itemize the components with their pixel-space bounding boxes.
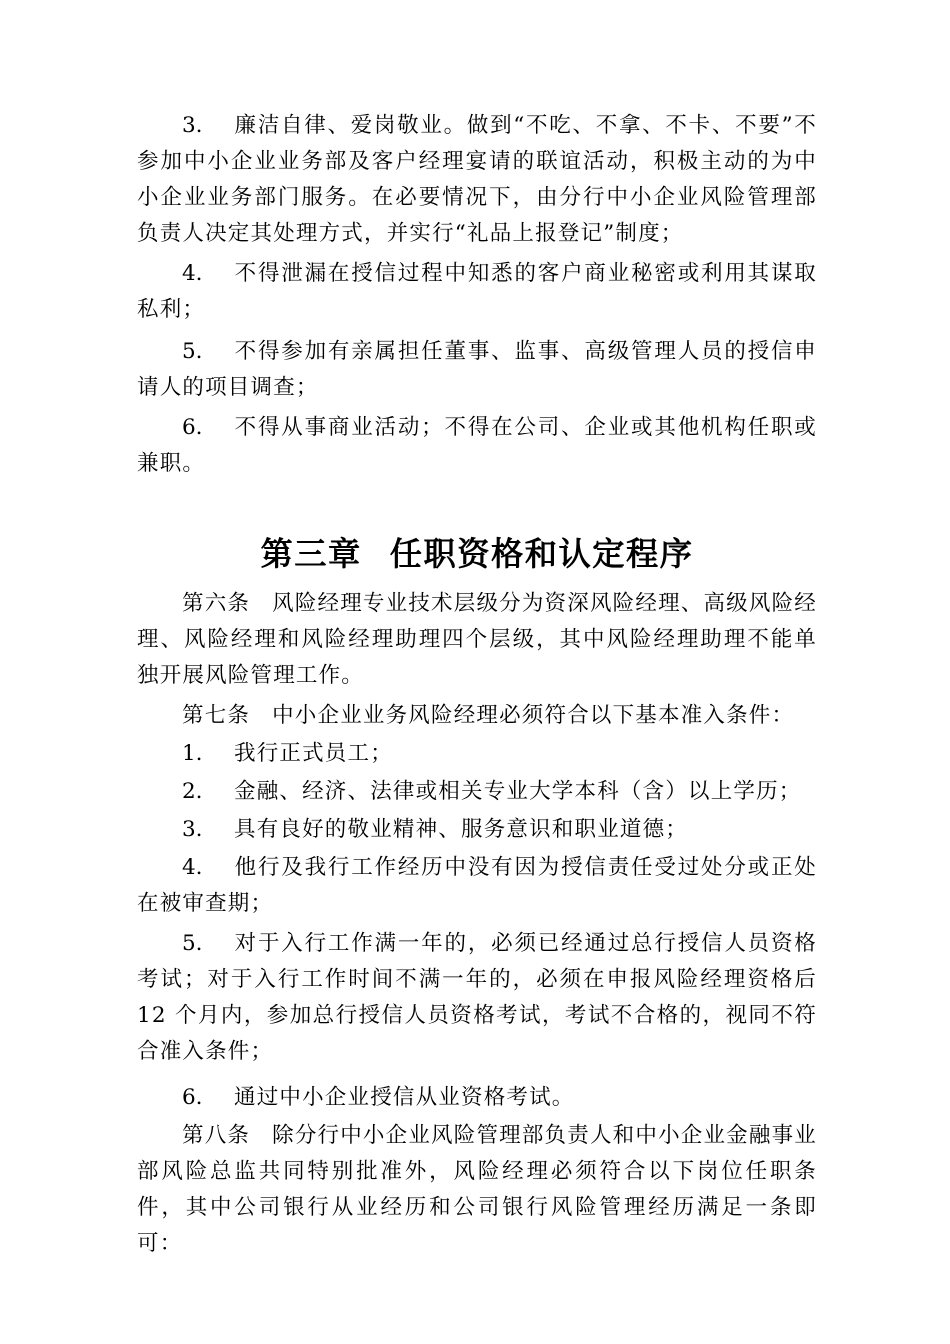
list-item (137, 926, 817, 1070)
item-text: 他行及我行工作经历中没有因为授信责任受过处分或正处在被审查期； (137, 855, 817, 916)
item-number: 4. (182, 261, 203, 286)
item-text: 金融、经济、法律或相关专业大学本科（含）以上学历； (234, 779, 802, 804)
item-text: 通过中小企业授信从业资格考试。 (234, 1085, 575, 1110)
item-text: 廉洁自律、爱岗敬业。做到“不吃、不拿、不卡、不要”不参加中小企业业务部及客户经理宴请的联谊活动，积极主动的为中小企业业务部门服务。在必要情况下，由分行中小企业风险管理部负责人决定其处理方式，并实行“礼品上报登记”制度； (137, 113, 817, 246)
item-number: 6. (182, 1085, 203, 1110)
article-7 (137, 698, 817, 734)
list-item (137, 108, 817, 252)
item-number: 1. (182, 741, 203, 766)
article-6 (137, 586, 817, 694)
article-text: 中小企业业务风险经理必须符合以下基本准入条件： (272, 703, 795, 728)
article-label: 第六条 (182, 591, 251, 616)
item-number: 6. (182, 415, 203, 440)
article-8 (137, 1118, 817, 1262)
list-item (137, 1080, 817, 1116)
article-label: 第八条 (182, 1123, 251, 1148)
article-text: 风险经理专业技术层级分为资深风险经理、高级风险经理、风险经理和风险经理助理四个层级，其中风险经理助理不能单独开展风险管理工作。 (137, 591, 817, 688)
item-number: 5. (182, 339, 203, 364)
item-number: 5. (182, 931, 203, 956)
list-item (137, 334, 817, 406)
chapter-title: 任职资格和认定程序 (389, 535, 694, 573)
item-text: 我行正式员工； (234, 741, 393, 766)
item-text: 对于入行工作满一年的，必须已经通过总行授信人员资格考试；对于入行工作时间不满一年的，必须在申报风险经理资格后 12 个月内，参加总行授信人员资格考试，考试不合格的，视同不符合准入条件； (137, 931, 817, 1064)
list-item (137, 256, 817, 328)
item-text: 不得泄漏在授信过程中知悉的客户商业秘密或利用其谋取私利； (137, 261, 817, 322)
item-number: 3. (182, 113, 203, 138)
item-text: 不得从事商业活动；不得在公司、企业或其他机构任职或兼职。 (137, 415, 817, 476)
list-item (137, 850, 817, 922)
item-number: 2. (182, 779, 203, 804)
item-text: 具有良好的敬业精神、服务意识和职业道德； (234, 817, 689, 842)
list-item (137, 736, 817, 772)
item-number: 4. (182, 855, 203, 880)
article-label: 第七条 (182, 703, 251, 728)
article-text: 除分行中小企业风险管理部负责人和中小企业金融事业部风险总监共同特别批准外，风险经理必须符合以下岗位任职条件，其中公司银行从业经历和公司银行风险管理经历满足一条即可： (137, 1123, 817, 1256)
list-item (137, 410, 817, 482)
list-item (137, 812, 817, 848)
chapter-number: 第三章 (260, 535, 362, 573)
chapter-heading (137, 536, 817, 572)
item-text: 不得参加有亲属担任董事、监事、高级管理人员的授信申请人的项目调查； (137, 339, 817, 400)
item-number: 3. (182, 817, 203, 842)
list-item (137, 774, 817, 810)
